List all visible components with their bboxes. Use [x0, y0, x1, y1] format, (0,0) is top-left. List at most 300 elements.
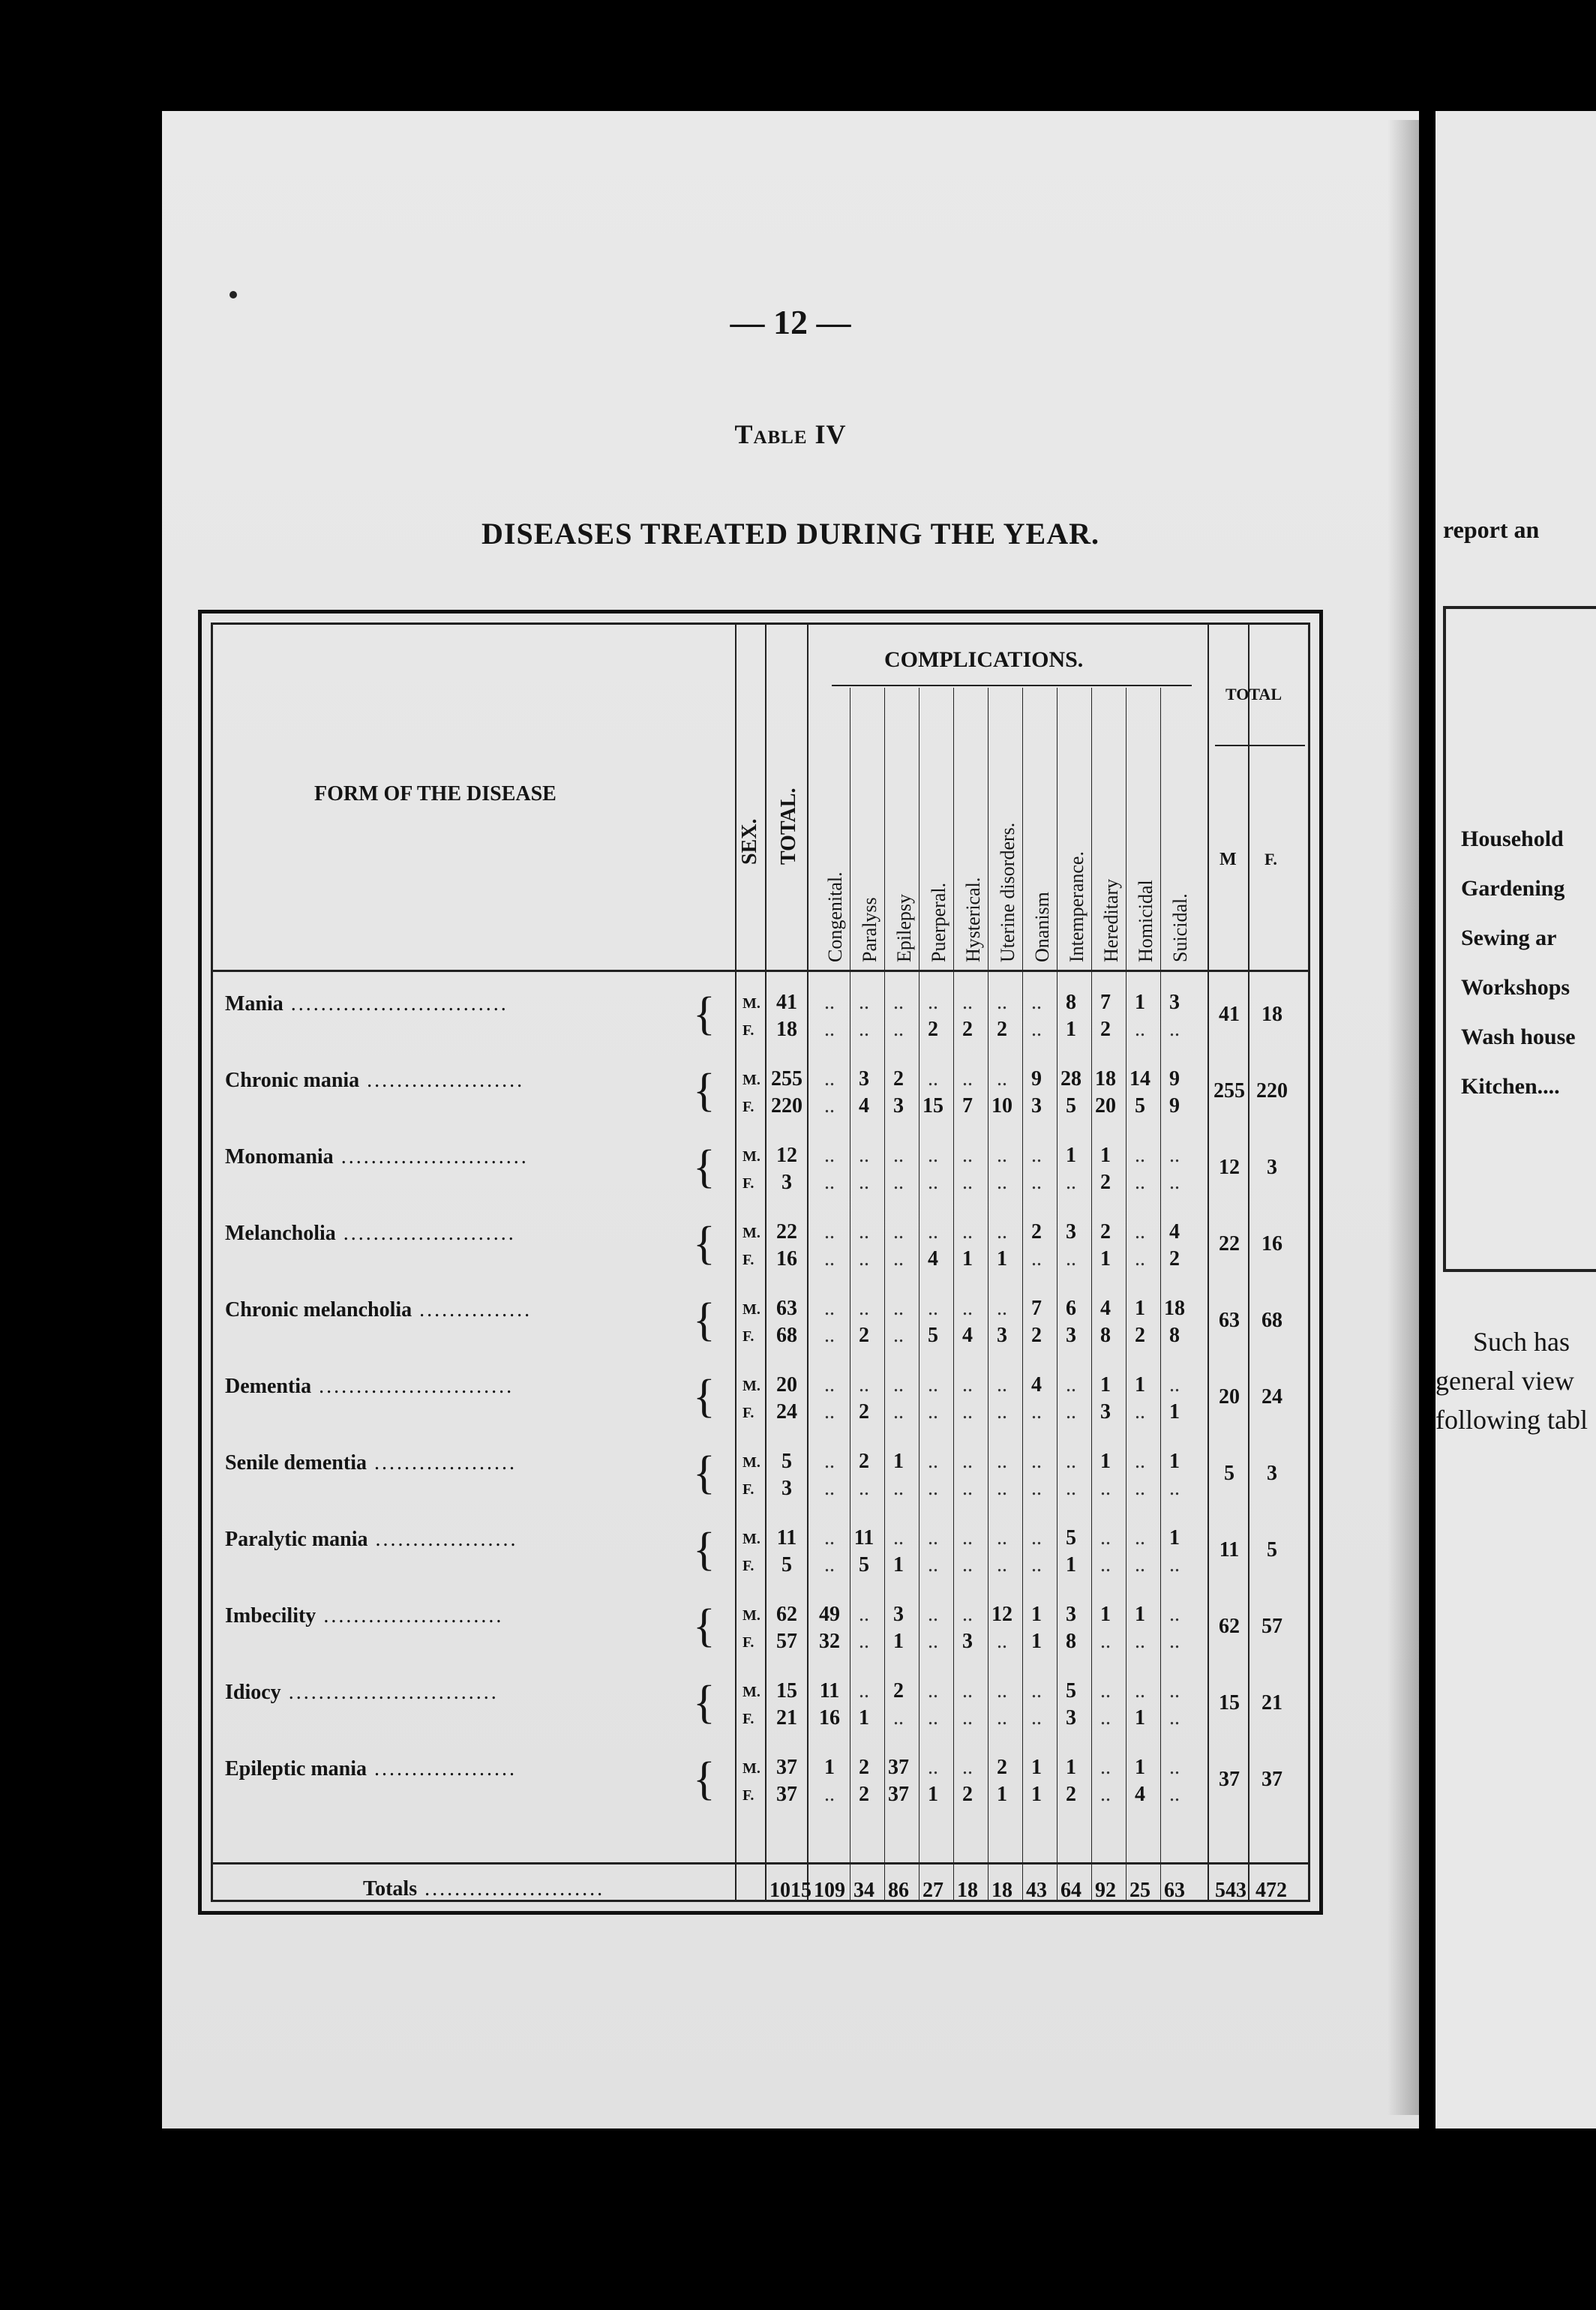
complication-cell: 5 [1066, 1526, 1076, 1550]
complication-cell: .. [824, 1247, 835, 1270]
row-total-m: 15 [776, 1679, 797, 1702]
complication-cell: 1 [962, 1247, 973, 1270]
complication-cell: 2 [962, 1018, 973, 1041]
complication-cell: .. [893, 1706, 904, 1730]
complication-cell: .. [1031, 1450, 1042, 1473]
disease-name [225, 1681, 499, 1705]
complication-cell: .. [928, 991, 938, 1014]
complication-cell: 9 [1169, 1094, 1180, 1118]
complication-cell: .. [893, 1144, 904, 1167]
complication-cell: 49 [819, 1603, 840, 1626]
complication-cell: 1 [1169, 1526, 1180, 1550]
disease-name [225, 1069, 524, 1093]
complication-cell: 12 [992, 1603, 1012, 1626]
complication-cell: 2 [997, 1756, 1007, 1779]
complication-cell: .. [928, 1220, 938, 1244]
disease-name-text: Chronic mania [225, 1069, 360, 1092]
complication-cell: .. [1100, 1706, 1111, 1730]
totals-cell: 27 [922, 1879, 944, 1902]
row-grand-total-m: 12 [1219, 1156, 1240, 1179]
complication-cell: .. [962, 1400, 973, 1424]
complication-cell: .. [997, 1144, 1007, 1167]
complication-cell: .. [997, 1706, 1007, 1730]
complication-cell: 7 [1100, 991, 1111, 1014]
complication-cell: .. [893, 1477, 904, 1500]
complication-cell: 2 [859, 1783, 869, 1806]
complication-cell: .. [1031, 1477, 1042, 1500]
sex-label: F. [742, 1787, 754, 1804]
totals-cell: 25 [1130, 1879, 1150, 1902]
complication-cell: .. [859, 1144, 869, 1167]
complication-cell: 3 [1169, 991, 1180, 1014]
complication-cell: .. [997, 1171, 1007, 1194]
disease-name-text: Monomania [225, 1145, 334, 1168]
complication-cell: 37 [888, 1756, 909, 1779]
row-total-m: 12 [776, 1144, 797, 1167]
complication-cell: 6 [1066, 1297, 1076, 1320]
complication-cell: .. [1169, 1706, 1180, 1730]
complication-cell: .. [962, 1477, 973, 1500]
complication-cell: .. [859, 1018, 869, 1041]
facing-text-line: Such has [1473, 1327, 1570, 1357]
complication-cell: 2 [997, 1018, 1007, 1041]
complication-cell: .. [859, 1373, 869, 1396]
sex-label: F. [742, 1634, 754, 1651]
row-total-m: 22 [776, 1220, 797, 1244]
complication-cell: 4 [1135, 1783, 1145, 1806]
col-rule [807, 625, 808, 1900]
complication-cell: .. [893, 991, 904, 1014]
complication-cell: 8 [1100, 1324, 1111, 1347]
row-total-m: 62 [776, 1603, 797, 1626]
row-grand-total-f: 37 [1262, 1768, 1282, 1791]
complication-cell: .. [824, 1783, 835, 1806]
header-total-right: TOTAL [1226, 685, 1282, 704]
row-brace: { [693, 1677, 716, 1728]
disease-name-text: Epileptic mania [225, 1757, 368, 1780]
row-brace: { [693, 988, 716, 1040]
complication-cell: .. [928, 1477, 938, 1500]
row-grand-total-m: 22 [1219, 1232, 1240, 1256]
sex-label: M. [742, 1684, 760, 1700]
complication-cell: .. [1066, 1247, 1076, 1270]
leader-dots: .......................... [311, 1375, 514, 1398]
complication-cell: 8 [1169, 1324, 1180, 1347]
row-grand-total-f: 18 [1262, 1003, 1282, 1026]
header-complication: Homicidal [1135, 880, 1156, 962]
row-brace: { [693, 1218, 716, 1269]
complication-cell: .. [997, 1526, 1007, 1550]
header-form: FORM OF THE DISEASE [314, 782, 556, 806]
complication-cell: 2 [962, 1783, 973, 1806]
row-total-f: 37 [776, 1783, 797, 1806]
complication-cell: 3 [1100, 1400, 1111, 1424]
row-total-f: 18 [776, 1018, 797, 1041]
sex-label: F. [742, 1252, 754, 1268]
complication-cell: .. [824, 1018, 835, 1041]
complication-cell: .. [859, 1171, 869, 1194]
complication-cell: 1 [1066, 1553, 1076, 1576]
complication-cell: .. [997, 1553, 1007, 1576]
complication-cell: 11 [819, 1679, 840, 1702]
complication-cell: .. [893, 1526, 904, 1550]
sex-label: M. [742, 1301, 760, 1318]
disease-name-text: Dementia [225, 1375, 312, 1398]
complication-cell: 2 [1066, 1783, 1076, 1806]
complication-cell: 3 [1066, 1603, 1076, 1626]
complication-cell: .. [997, 1679, 1007, 1702]
complication-cell: 3 [893, 1094, 904, 1118]
complication-cell: 7 [962, 1094, 973, 1118]
complication-cell: .. [1100, 1553, 1111, 1576]
complication-cell: 2 [928, 1018, 938, 1041]
complication-cell: 5 [859, 1553, 869, 1576]
sex-label: M. [742, 1760, 760, 1777]
row-grand-total-f: 16 [1262, 1232, 1282, 1256]
complication-cell: .. [824, 1067, 835, 1090]
complication-cell: 1 [1135, 1297, 1145, 1320]
facing-text-line: following tabl [1436, 1405, 1588, 1435]
leader-dots: ................... [368, 1528, 518, 1551]
complication-cell: .. [893, 1400, 904, 1424]
complication-cell: .. [928, 1526, 938, 1550]
disease-name [225, 1451, 517, 1475]
complication-cell: 8 [1066, 1630, 1076, 1653]
complication-cell: .. [1135, 1400, 1145, 1424]
row-brace: { [693, 1524, 716, 1575]
leader-dots: ..................... [359, 1069, 525, 1092]
col-rule [1248, 625, 1250, 1900]
complication-cell: 2 [1031, 1324, 1042, 1347]
complication-cell: 4 [928, 1247, 938, 1270]
complication-cell: .. [824, 1144, 835, 1167]
disease-name-text: Mania [225, 992, 284, 1016]
complication-cell: .. [859, 991, 869, 1014]
complication-cell: .. [1169, 1630, 1180, 1653]
header-complications: COMPLICATIONS. [884, 647, 1084, 672]
complication-cell: .. [1135, 1018, 1145, 1041]
totals-cell: 86 [888, 1879, 909, 1902]
complication-cell: 37 [888, 1783, 909, 1806]
complication-cell: .. [928, 1373, 938, 1396]
complication-cell: 5 [1135, 1094, 1145, 1118]
complication-cell: .. [997, 1220, 1007, 1244]
complication-cell: .. [824, 1553, 835, 1576]
complication-cell: 1 [1135, 1756, 1145, 1779]
complication-cell: .. [962, 1297, 973, 1320]
complication-cell: .. [859, 1630, 869, 1653]
complication-cell: .. [859, 1220, 869, 1244]
disease-name [225, 1604, 503, 1628]
header-sex: SEX. [738, 818, 761, 865]
complication-cell: .. [893, 1373, 904, 1396]
complication-cell: .. [1135, 1553, 1145, 1576]
row-grand-total-f: 68 [1262, 1309, 1282, 1332]
complication-cell: 1 [997, 1783, 1007, 1806]
complication-cell: 1 [1031, 1603, 1042, 1626]
row-total-m: 41 [776, 991, 797, 1014]
leader-dots: ................... [367, 1451, 517, 1474]
header-f: F. [1264, 850, 1277, 868]
complication-cell: .. [928, 1679, 938, 1702]
complication-cell: 3 [1066, 1324, 1076, 1347]
header-complication: Congenital. [824, 872, 846, 962]
complication-cell: 14 [1130, 1067, 1150, 1090]
complication-cell: 3 [859, 1067, 869, 1090]
complication-cell: .. [859, 1477, 869, 1500]
table-label: Table IV [734, 419, 847, 449]
facing-item: Sewing ar [1461, 926, 1557, 950]
totals-label-text: Totals [363, 1877, 418, 1900]
complication-cell: .. [1066, 1477, 1076, 1500]
complication-cell: 1 [1135, 991, 1145, 1014]
complication-cell: 3 [1066, 1220, 1076, 1244]
row-total-f: 220 [771, 1094, 802, 1118]
complication-cell: 4 [859, 1094, 869, 1118]
row-total-m: 11 [776, 1526, 797, 1550]
complication-cell: 1 [1135, 1603, 1145, 1626]
complication-cell: .. [1066, 1373, 1076, 1396]
complication-cell: .. [893, 1171, 904, 1194]
complication-cell: 16 [819, 1706, 840, 1730]
row-total-f: 24 [776, 1400, 797, 1424]
totals-cell: 63 [1164, 1879, 1185, 1902]
disease-name-text: Melancholia [225, 1222, 336, 1245]
complication-cell: .. [824, 1094, 835, 1118]
totals-cell: 92 [1095, 1879, 1116, 1902]
complication-cell: 1 [824, 1756, 835, 1779]
complication-cell: 1 [1066, 1756, 1076, 1779]
sex-label: F. [742, 1405, 754, 1421]
disease-name [225, 1528, 518, 1552]
complication-cell: 1 [893, 1630, 904, 1653]
complication-cell: 1 [1100, 1144, 1111, 1167]
complication-cell: .. [928, 1553, 938, 1576]
complication-cell: .. [997, 1630, 1007, 1653]
complication-cell: .. [1031, 1553, 1042, 1576]
complication-cell: .. [824, 1373, 835, 1396]
complication-cell: 3 [1066, 1706, 1076, 1730]
sex-label: M. [742, 1531, 760, 1547]
complication-cell: .. [1169, 1477, 1180, 1500]
row-brace: { [693, 1754, 716, 1804]
complication-cell: 1 [1169, 1400, 1180, 1424]
complication-cell: .. [893, 1297, 904, 1320]
sex-label: F. [742, 1711, 754, 1727]
complication-cell: .. [962, 1144, 973, 1167]
complication-cell: 4 [1100, 1297, 1111, 1320]
complication-cell: .. [1135, 1679, 1145, 1702]
complication-cell: 5 [1066, 1094, 1076, 1118]
disease-name [225, 992, 508, 1016]
sex-label: M. [742, 995, 760, 1012]
complication-cell: .. [928, 1067, 938, 1090]
row-grand-total-m: 255 [1214, 1079, 1245, 1102]
complication-cell: .. [1066, 1400, 1076, 1424]
complication-cell: .. [997, 1373, 1007, 1396]
complication-cell: 1 [1031, 1783, 1042, 1806]
row-total-f: 5 [782, 1553, 792, 1576]
complication-cell: .. [962, 1450, 973, 1473]
complication-cell: 2 [859, 1324, 869, 1347]
col-rule [765, 625, 766, 1900]
disease-name [225, 1757, 517, 1781]
complication-cell: 2 [1100, 1171, 1111, 1194]
complication-cell: 3 [893, 1603, 904, 1626]
complication-cell: .. [893, 1220, 904, 1244]
row-brace: { [693, 1294, 716, 1346]
facing-report-fragment: report an [1443, 516, 1540, 543]
complication-cell: .. [1169, 1373, 1180, 1396]
complication-cell: .. [824, 991, 835, 1014]
complication-cell: 1 [1169, 1450, 1180, 1473]
header-complication: Epilepsy [893, 894, 915, 962]
leader-dots: ....................... [335, 1222, 516, 1245]
header-total: TOTAL. [777, 788, 800, 865]
complication-cell: 2 [893, 1067, 904, 1090]
leader-dots: ........................ [316, 1604, 504, 1628]
sex-label: F. [742, 1328, 754, 1345]
complication-cell: 5 [1066, 1679, 1076, 1702]
col-rule [1208, 625, 1209, 1900]
sex-label: F. [742, 1481, 754, 1498]
complication-cell: 28 [1060, 1067, 1082, 1090]
complication-cell: 1 [1135, 1706, 1145, 1730]
diseases-table [198, 610, 1323, 1915]
row-grand-total-f: 5 [1267, 1538, 1277, 1562]
row-total-f: 3 [782, 1477, 792, 1500]
complication-cell: .. [1169, 1756, 1180, 1779]
complication-cell: 2 [1100, 1018, 1111, 1041]
complication-cell: .. [1100, 1756, 1111, 1779]
complication-cell: .. [1135, 1171, 1145, 1194]
complication-cell: 1 [893, 1450, 904, 1473]
complication-cell: .. [1031, 1679, 1042, 1702]
row-brace: { [693, 1065, 716, 1116]
sex-label: F. [742, 1558, 754, 1574]
complication-cell: .. [928, 1450, 938, 1473]
row-grand-total-f: 57 [1262, 1615, 1282, 1638]
complication-cell: .. [824, 1400, 835, 1424]
complication-cell: .. [1100, 1679, 1111, 1702]
complication-cell: .. [1169, 1603, 1180, 1626]
complication-cell: 5 [928, 1324, 938, 1347]
row-brace: { [693, 1371, 716, 1422]
row-grand-total-m: 41 [1219, 1003, 1240, 1026]
complication-cell: 20 [1095, 1094, 1116, 1118]
disease-name [225, 1145, 529, 1169]
complication-cell: .. [859, 1679, 869, 1702]
complication-cell: .. [1100, 1477, 1111, 1500]
complication-cell: .. [962, 991, 973, 1014]
header-complication: Suicidal. [1169, 893, 1191, 962]
row-brace: { [693, 1142, 716, 1192]
sex-label: F. [742, 1099, 754, 1115]
totals-rule [213, 1862, 1308, 1864]
total-split-rule [1215, 745, 1305, 746]
complication-cell: 2 [859, 1756, 869, 1779]
complication-cell: 2 [1031, 1220, 1042, 1244]
row-grand-total-f: 24 [1262, 1385, 1282, 1408]
leader-dots: ............... [412, 1298, 532, 1322]
leader-dots: ................... [367, 1757, 518, 1780]
complication-cell: .. [962, 1220, 973, 1244]
complication-cell: .. [893, 1247, 904, 1270]
complication-cell: .. [1135, 1526, 1145, 1550]
disease-name-text: Paralytic mania [225, 1528, 368, 1551]
facing-table-box [1443, 606, 1596, 1272]
complication-cell: 4 [1169, 1220, 1180, 1244]
complication-cell: .. [1135, 1477, 1145, 1500]
totals-cell: 43 [1026, 1879, 1047, 1902]
complication-cell: .. [997, 1297, 1007, 1320]
sex-label: M. [742, 1225, 760, 1241]
facing-page [1436, 111, 1596, 2128]
complication-cell: 1 [1100, 1603, 1111, 1626]
totals-cell: 34 [854, 1879, 874, 1902]
complication-cell: .. [1135, 1220, 1145, 1244]
complication-cell: 1 [893, 1553, 904, 1576]
complication-cell: .. [1135, 1144, 1145, 1167]
complication-cell: .. [928, 1144, 938, 1167]
complication-cell: .. [859, 1603, 869, 1626]
row-total-f: 16 [776, 1247, 797, 1270]
complication-cell: .. [1100, 1526, 1111, 1550]
complication-cell: .. [928, 1706, 938, 1730]
complication-cell: 1 [928, 1783, 938, 1806]
row-total-m: 20 [776, 1373, 797, 1396]
complication-cell: .. [997, 1067, 1007, 1090]
complication-cell: 1 [1100, 1373, 1111, 1396]
complication-cell: .. [1031, 991, 1042, 1014]
disease-name [225, 1375, 514, 1399]
page-number: — 12 — [730, 303, 851, 341]
complication-cell: .. [1135, 1630, 1145, 1653]
disease-name-text: Imbecility [225, 1604, 316, 1628]
complication-cell: .. [1169, 1171, 1180, 1194]
complication-cell: .. [962, 1067, 973, 1090]
table-title: DISEASES TREATED DURING THE YEAR. [482, 517, 1100, 550]
complication-cell: 2 [859, 1400, 869, 1424]
totals-label [363, 1877, 604, 1901]
row-grand-total-m: 62 [1219, 1615, 1240, 1638]
complication-cell: .. [928, 1756, 938, 1779]
totals-cell: 472 [1256, 1879, 1287, 1902]
complication-cell: 3 [997, 1324, 1007, 1347]
facing-item: Household [1461, 826, 1564, 851]
page-gutter-shadow [1388, 120, 1432, 2115]
document-page [162, 111, 1419, 2128]
complication-cell: 10 [992, 1094, 1012, 1118]
complication-cell: .. [928, 1171, 938, 1194]
complication-cell: .. [928, 1400, 938, 1424]
complication-cell: .. [1169, 1144, 1180, 1167]
col-rule [735, 625, 736, 1900]
complication-cell: .. [859, 1297, 869, 1320]
complication-cell: 9 [1031, 1067, 1042, 1090]
complication-cell: .. [1031, 1171, 1042, 1194]
complication-cell: .. [962, 1706, 973, 1730]
complication-cell: .. [962, 1679, 973, 1702]
complication-cell: 1 [1066, 1018, 1076, 1041]
row-brace: { [693, 1600, 716, 1652]
complication-cell: .. [997, 991, 1007, 1014]
complication-cell: .. [824, 1220, 835, 1244]
row-total-f: 3 [782, 1171, 792, 1194]
complication-cell: .. [824, 1477, 835, 1500]
complication-cell: .. [997, 1450, 1007, 1473]
totals-cell: 18 [957, 1879, 978, 1902]
